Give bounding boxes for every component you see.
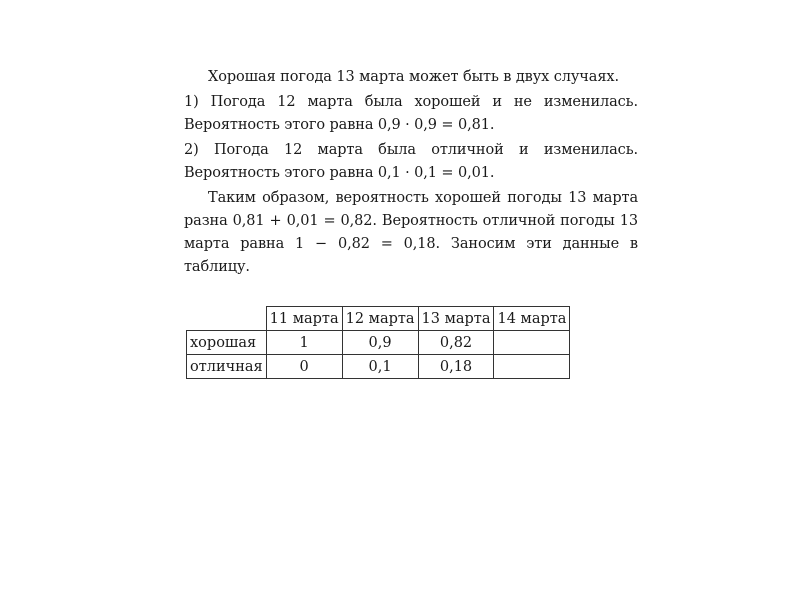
table-cell: 0,82: [418, 331, 494, 355]
paragraph-case-2: 2) Погода 12 марта была отличной и изменилась. Вероятность этого равна 0,1 · 0,1 = 0,01.: [184, 142, 638, 181]
table-cell: 0,1: [342, 355, 418, 379]
row-label: хорошая: [187, 331, 267, 355]
table-cell: 0: [266, 355, 342, 379]
column-header: 13 марта: [418, 307, 494, 331]
row-label: отличная: [187, 355, 267, 379]
paragraph-intro: Хорошая погода 13 марта может быть в двух случаях.: [208, 69, 619, 85]
table-row: [187, 355, 570, 379]
paragraph-conclusion: Таким образом, вероятность хорошей погоды 13 марта разна 0,81 + 0,01 = 0,82. Вероятность отличной погоды 13 марта равна 1 − 0,82 = 0,18. Заносим эти данные в таблицу.: [184, 190, 638, 275]
table-header-row: [187, 307, 570, 331]
column-header: 14 марта: [494, 307, 570, 331]
paragraph-case-1: 1) Погода 12 марта была хорошей и не изменилась. Вероятность этого равна 0,9 · 0,9 = 0,81.: [184, 94, 638, 133]
table-cell: [494, 331, 570, 355]
weather-probability-table: [186, 306, 570, 379]
column-header: 11 марта: [266, 307, 342, 331]
document-page: [184, 66, 638, 281]
table-cell: [494, 355, 570, 379]
table-cell: 0,9: [342, 331, 418, 355]
table-cell: 1: [266, 331, 342, 355]
column-header: 12 марта: [342, 307, 418, 331]
table-row: [187, 331, 570, 355]
table-cell: 0,18: [418, 355, 494, 379]
table-corner-cell: [187, 307, 267, 331]
